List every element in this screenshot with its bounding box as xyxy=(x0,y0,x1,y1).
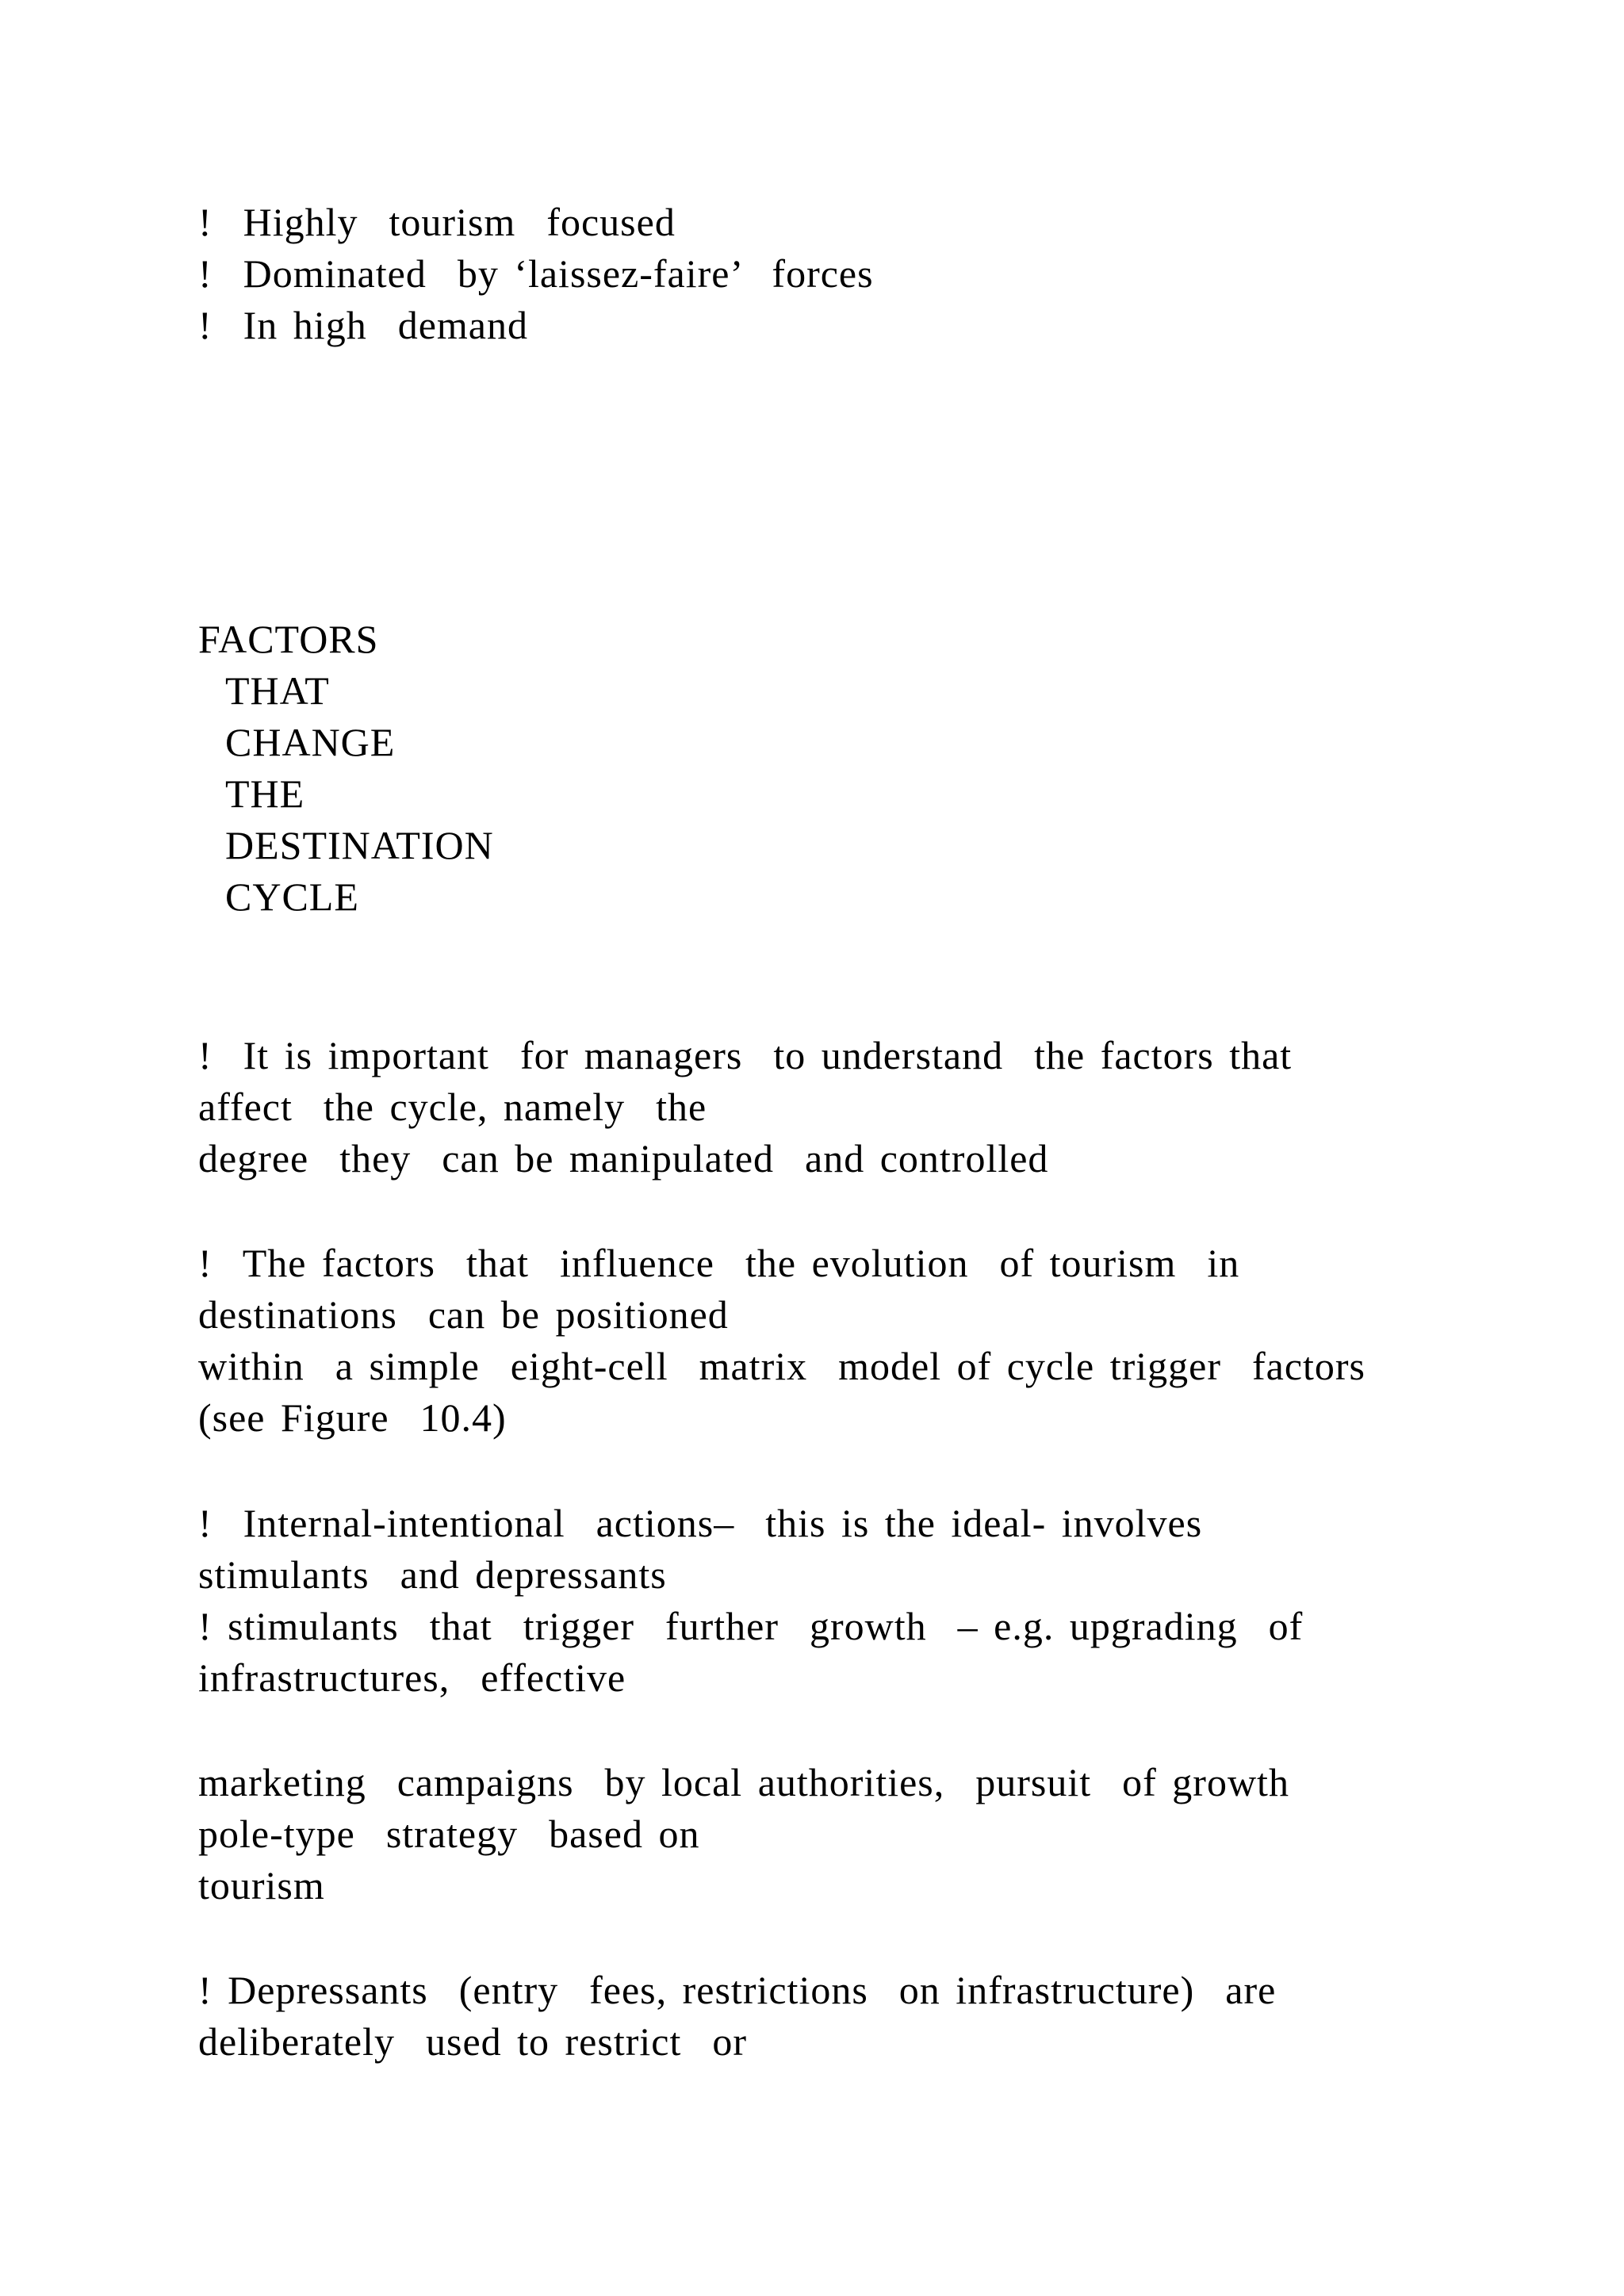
para5-line2: deliberately used to restrict or xyxy=(198,2019,747,2064)
bullet-high-demand: ! In high demand xyxy=(198,303,528,347)
para2-line3: within a simple eight-cell matrix model of cycle trigger factors xyxy=(198,1344,1366,1388)
para3-line3: ! stimulants that trigger further growth – e.g. upgrading of xyxy=(198,1604,1304,1648)
heading-change: CHANGE xyxy=(225,720,396,764)
para5-line1: ! Depressants (entry fees, restrictions on infrastructure) are xyxy=(198,1968,1277,2012)
para3-line1: ! Internal-intentional actions– this is the ideal- involves xyxy=(198,1501,1203,1545)
para4-line1: marketing campaigns by local authorities, pursuit of growth xyxy=(198,1760,1289,1804)
heading-the: THE xyxy=(225,771,305,816)
para2-line2: destinations can be positioned xyxy=(198,1292,729,1337)
para3-line2: stimulants and depressants xyxy=(198,1552,667,1597)
heading-cycle: CYCLE xyxy=(225,874,359,919)
bullet-laissez-faire: ! Dominated by ‘laissez-faire’ forces xyxy=(198,251,874,296)
para1-line1: ! It is important for managers to understand the factors that xyxy=(198,1033,1293,1077)
para1-line2: affect the cycle, namely the xyxy=(198,1085,707,1129)
para4-line2: pole-type strategy based on xyxy=(198,1812,700,1856)
para2-line1: ! The factors that influence the evolution of tourism in xyxy=(198,1241,1240,1285)
para2-line4: (see Figure 10.4) xyxy=(198,1395,507,1440)
heading-that: THAT xyxy=(225,668,330,713)
heading-destination: DESTINATION xyxy=(225,823,494,867)
para3-line4: infrastructures, effective xyxy=(198,1655,626,1700)
para1-line3: degree they can be manipulated and controlled xyxy=(198,1136,1049,1181)
para4-line3: tourism xyxy=(198,1863,325,1908)
bullet-highly-tourism-focused: ! Highly tourism focused xyxy=(198,200,676,244)
heading-factors: FACTORS xyxy=(198,617,379,661)
